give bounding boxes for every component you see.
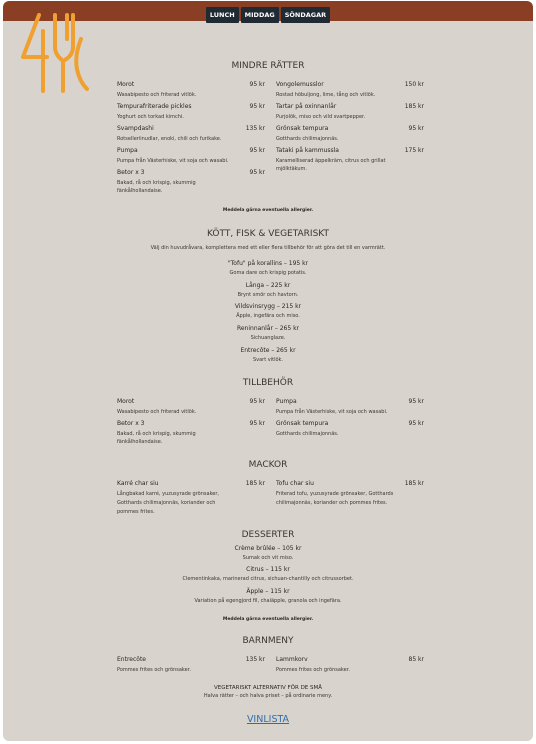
kids-veg-option — [3, 685, 533, 700]
section-title-kott: KÖTT, FISK & VEGETARISKT — [206, 229, 330, 239]
item-price: 95 kr — [249, 169, 265, 176]
item-name: VEGETARISKT ALTERNATIV FÖR DE SMÅ — [213, 685, 323, 691]
item-name: Vildsvinsrygg – 215 kr — [234, 303, 302, 310]
item-desc: Halva rätter – och halva priset – på ordinarie meny. — [203, 693, 333, 699]
item-name: Grönsak tempura — [276, 125, 329, 132]
item-name: Tofu char siu — [276, 480, 314, 487]
menu-item — [276, 81, 424, 99]
item-price: 185 kr — [404, 480, 424, 487]
menu-item — [3, 588, 533, 605]
section-title-tillbehor: TILLBEHÖR — [242, 378, 294, 388]
menu-item — [276, 147, 424, 173]
menu-item — [3, 325, 533, 342]
item-desc: Rostad höbuljong, lime, tång och vitlök. — [276, 92, 376, 98]
item-name: "Tofu" på korallins – 195 kr — [227, 260, 309, 267]
menu-item — [117, 480, 265, 516]
item-name: Tataki på kammussla — [276, 147, 339, 154]
allergy-note: Meddela gärna eventuella allergier. — [222, 208, 314, 213]
section-title-barnmeny: BARNMENY — [242, 636, 294, 646]
item-price: 95 kr — [249, 420, 265, 427]
menu-item — [117, 103, 265, 121]
item-desc: Goma dare och krispig potatis. — [229, 270, 307, 276]
item-desc: Pommes frites och grönsaker. — [117, 667, 191, 673]
item-name: Betor x 3 — [117, 169, 145, 176]
item-name: Entrecôte — [117, 656, 146, 663]
item-price: 95 kr — [249, 81, 265, 88]
section-title-desserter: DESSERTER — [241, 530, 295, 540]
item-price: 185 kr — [404, 103, 424, 110]
menu-item — [3, 566, 533, 583]
item-desc: Gotthards chilimajonnäs. — [276, 136, 339, 142]
menu-item — [276, 125, 424, 143]
menu-item — [3, 347, 533, 364]
menu-item — [3, 260, 533, 277]
section-title-mackor: MACKOR — [248, 460, 288, 470]
item-price: 175 kr — [404, 147, 424, 154]
vinlista-link[interactable]: VINLISTA — [246, 714, 290, 725]
menu-page — [3, 1, 533, 741]
item-name: Reninnanlår – 265 kr — [236, 325, 300, 332]
nav-middag[interactable]: MIDDAG — [241, 7, 279, 23]
menu-item — [117, 147, 265, 165]
item-desc: mjölktäkum. — [276, 166, 307, 172]
item-desc: Friterad tofu, yuzusyrade grönsaker, Gotthards — [276, 491, 394, 497]
nav-sondagar[interactable]: SÖNDAGAR — [281, 7, 330, 23]
menu-item — [117, 81, 265, 99]
item-name: Svampdashi — [117, 125, 154, 132]
menu-item — [117, 656, 265, 674]
item-desc: fänkålhollandaise. — [117, 439, 163, 445]
menu-item — [3, 545, 533, 562]
menu-item — [276, 420, 424, 438]
menu-item — [276, 103, 424, 121]
item-name: Entrecôte – 265 kr — [240, 347, 296, 354]
menu-item — [276, 398, 424, 416]
item-desc: pommes frites. — [117, 509, 155, 515]
menu-item — [117, 169, 265, 195]
item-name: Lammkorv — [276, 656, 308, 663]
item-price: 135 kr — [245, 125, 265, 132]
item-desc: Gotthards chilimajonnäs. — [276, 431, 339, 437]
item-desc: Purjolök, miso och vild svartpepper. — [276, 114, 366, 120]
item-price: 135 kr — [245, 656, 265, 663]
item-desc: Karamelliserad äppelkräm, citrus och grillat — [276, 158, 386, 164]
item-desc: Brynt smör och havtorn. — [237, 292, 299, 298]
item-price: 95 kr — [408, 398, 424, 405]
item-name: Karré char siu — [117, 480, 159, 487]
item-desc: Sichuanglaze. — [250, 335, 286, 341]
item-desc: Bakad, rå och krispig, skummig — [117, 180, 196, 186]
item-name: Citrus – 115 kr — [246, 566, 290, 573]
item-desc: Långbakad karré, yuzusyrade grönsaker, — [117, 491, 220, 497]
item-desc: Pumpa från Västerhiske, vit soja och wasabi. — [276, 409, 388, 415]
item-price: 95 kr — [249, 103, 265, 110]
item-desc: Yoghurt och torkad kimchi. — [117, 114, 184, 120]
item-desc: Variation på egengjord fil, chaiäpple, granola och ingefära. — [194, 598, 342, 604]
item-desc: fänkålhollandaise. — [117, 188, 163, 194]
menu-item — [276, 656, 424, 674]
item-name: Tempurafriterade pickles — [117, 103, 192, 110]
item-price: 85 kr — [408, 656, 424, 663]
item-name: Betor x 3 — [117, 420, 145, 427]
menu-item — [276, 480, 424, 507]
item-desc: Bakad, rå och krispig, skummig — [117, 431, 196, 437]
item-name: Grönsak tempura — [276, 420, 329, 427]
item-name: Tartar på oxinnanlår — [276, 103, 337, 110]
item-desc: chilimajonnäs, koriander och pommes frites. — [276, 500, 388, 506]
item-desc: Svart vitlök. — [252, 357, 284, 363]
item-name: Crème brûlée – 105 kr — [234, 545, 302, 552]
section-intro: Välj din huvudråvara, komplettera med ett eller flera tillbehör för att göra det till en varmrätt. — [150, 245, 386, 251]
item-name: Äpple – 115 kr — [246, 588, 290, 595]
nav-lunch[interactable]: LUNCH — [206, 7, 239, 23]
item-name: Morot — [117, 398, 135, 405]
item-name: Morot — [117, 81, 135, 88]
item-desc: Äpple, ingefära och miso. — [236, 313, 300, 319]
section-title-mindre: MINDRE RÄTTER — [231, 61, 305, 71]
item-price: 95 kr — [408, 125, 424, 132]
item-desc: Wasabipesto och friterad vitlök. — [117, 92, 197, 98]
menu-item — [117, 398, 265, 416]
item-desc: Rotselleriinudlar, enoki, chili och furikake. — [117, 136, 222, 142]
item-price: 185 kr — [245, 480, 265, 487]
item-price: 150 kr — [404, 81, 424, 88]
item-name: Vongolemusslor — [276, 81, 324, 88]
menu-item — [117, 125, 265, 143]
item-desc: Pommes frites och grönsaker. — [276, 667, 350, 673]
item-desc: Gotthards chilimajonnäs, koriander och — [117, 500, 216, 506]
menu-item — [117, 420, 265, 446]
allergy-note: Meddela gärna eventuella allergier. — [222, 617, 314, 622]
item-name: Pumpa — [117, 147, 138, 154]
item-desc: Wasabipesto och friterad vitlök. — [117, 409, 197, 415]
item-desc: Clementinkaka, marinerad citrus, sichuan-chantilly och citrussorbet. — [182, 576, 354, 582]
item-price: 95 kr — [249, 147, 265, 154]
item-desc: Pumpa från Västerhiske, vit soja och wasabi. — [117, 158, 229, 164]
item-name: Långa – 225 kr — [245, 282, 291, 289]
item-price: 95 kr — [249, 398, 265, 405]
menu-nav — [3, 7, 533, 23]
item-desc: Sumak och vit miso. — [242, 555, 294, 561]
item-price: 95 kr — [408, 420, 424, 427]
item-name: Pumpa — [276, 398, 297, 405]
menu-item — [3, 303, 533, 320]
menu-item — [3, 282, 533, 299]
